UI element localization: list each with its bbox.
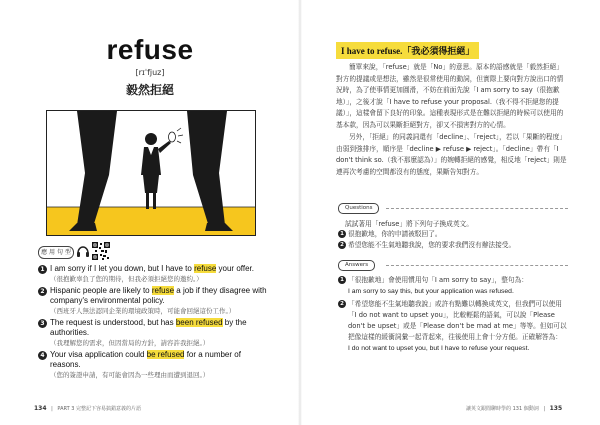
example-number: 4	[38, 351, 47, 360]
example-en: The request is understood, but has been refused by the authorities.	[50, 318, 247, 337]
examples-tag: 應 用 句 型	[38, 246, 74, 259]
highlight-word: be refused	[146, 350, 185, 359]
headword-meaning: 毅然拒絕	[125, 83, 174, 97]
highlight-word: been refused	[175, 318, 223, 327]
running-head: PART 3 完整記下容易搞錯意義的片語	[57, 406, 142, 412]
answer-en: I am sorry to say this, but your application was refused.	[348, 288, 514, 295]
example-3	[38, 318, 268, 348]
question-text: 很抱歉地，你的申請被駁回了。	[348, 230, 442, 238]
refuse-illustration	[47, 111, 255, 235]
example-zh: （西班牙人無法認同企業的環境政策時，可能會回絕這份工作。）	[50, 307, 236, 315]
answer-en: I do not want to upset you, but I have to refuse your request.	[348, 345, 530, 352]
divider	[386, 265, 568, 266]
question-number: 1	[338, 230, 346, 238]
book-gutter	[298, 0, 302, 425]
divider	[386, 208, 568, 209]
headword: refuse	[106, 34, 194, 65]
running-head: 讓英文跟閒聊時學的 131 個動詞	[466, 406, 539, 412]
illustration	[46, 110, 256, 236]
page-number: 134	[34, 405, 47, 412]
question-text: 希望您能不生氣地聽我說，您的要求我們沒有辦法接受。	[348, 241, 516, 249]
answer-number: 1	[338, 276, 346, 284]
question-2	[338, 240, 568, 251]
phonetic: [rɪˈfjuz]	[135, 68, 165, 77]
question-number: 2	[338, 241, 346, 249]
example-en: I am sorry if I let you down, but I have to refuse your offer.	[50, 264, 254, 273]
questions-tag: Questions	[338, 203, 379, 214]
answer-explanation: 「希望您能不生氣地聽我說」或許有點難以轉換成英文，但我們可以使用「I do not want to upset you」，比較輕鬆的語氣，可以說「Please don't be upset」或是「Please don't be mad at me」等等。但如可以把像這樣的緩衝詞彙一起背起來，往後使用上會十分方便。正確解答為：	[348, 300, 567, 341]
page-number: 135	[549, 405, 563, 412]
paragraph: 另外，「拒絕」的同義詞還有「decline」、「reject」，若以「果斷的程度」由弱到強排序，順序是「decline ▶ refuse ▶ reject」。「decline」帶有「I don't think so.（我不那麼認為）」的婉轉拒絕的感覺，相反地「reject」則是連再次考慮的空間都沒有的態度，果斷告知對方。	[336, 133, 567, 176]
example-number: 2	[38, 287, 47, 296]
qr-code-icon[interactable]	[92, 242, 110, 260]
answer-1	[338, 275, 568, 297]
highlight-word: refuse	[194, 264, 217, 273]
answer-explanation: 「很抱歉地」會使用慣用句「I am sorry to say」，整句為：	[348, 276, 528, 284]
question-1	[338, 229, 568, 240]
example-zh: （您的簽證申請，有可能會因為一些理由而遭到退回。）	[50, 371, 210, 379]
section-heading: I have to refuse.「我必須得拒絕」	[336, 42, 479, 59]
example-list	[38, 264, 268, 382]
example-zh: （我理解您的需求，但因當局的方針，請容許我拒絕。）	[50, 339, 210, 347]
questions-intro: 試試著用「refuse」將下列句子換成英文。	[345, 220, 473, 228]
answer-2	[338, 299, 568, 354]
example-4	[38, 350, 268, 380]
example-number: 3	[38, 319, 47, 328]
example-1	[38, 264, 268, 284]
paragraph: 簡單來說，「refuse」就是「No」的意思。原本的語感就是「毅然拒絕」對方的提議或是想法，雖然是很常使用的動詞，但實際上要向對方說出口的情況時，為了使事情更加圓滑，不妨在前面先說「I am sorry to say（很抱歉地）」，之後才說「I have to refuse your proposal.（我不得不拒絕您的提議）」，這樣會留下良好的印象。這種表現形式是在難以拒絕的時候可以使用的基本款，因為可以果斷拒絕對方，卻又不損害對方的心情。	[336, 63, 564, 129]
headphones-icon	[76, 243, 90, 259]
answer-list	[338, 275, 568, 356]
answer-number: 2	[338, 300, 346, 308]
example-en: Your visa application could be refused for a number of reasons.	[50, 350, 241, 369]
right-folio: 讓英文跟閒聊時學的 131 個動詞 | 135	[466, 405, 563, 412]
example-2	[38, 286, 268, 316]
left-folio: 134 | PART 3 完整記下容易搞錯意義的片語	[34, 405, 142, 412]
example-number: 1	[38, 265, 47, 274]
highlight-word: refuse	[151, 286, 175, 295]
answers-tag: Answers	[338, 260, 375, 271]
example-zh: （很抱歉辜負了您的期待，但我必須拒絕您的邀約。）	[50, 275, 203, 283]
example-en: Hispanic people are likely to refuse a job if they disagree with company's environmental policy.	[50, 286, 267, 305]
explanation-text	[336, 62, 568, 179]
question-list	[338, 229, 568, 251]
